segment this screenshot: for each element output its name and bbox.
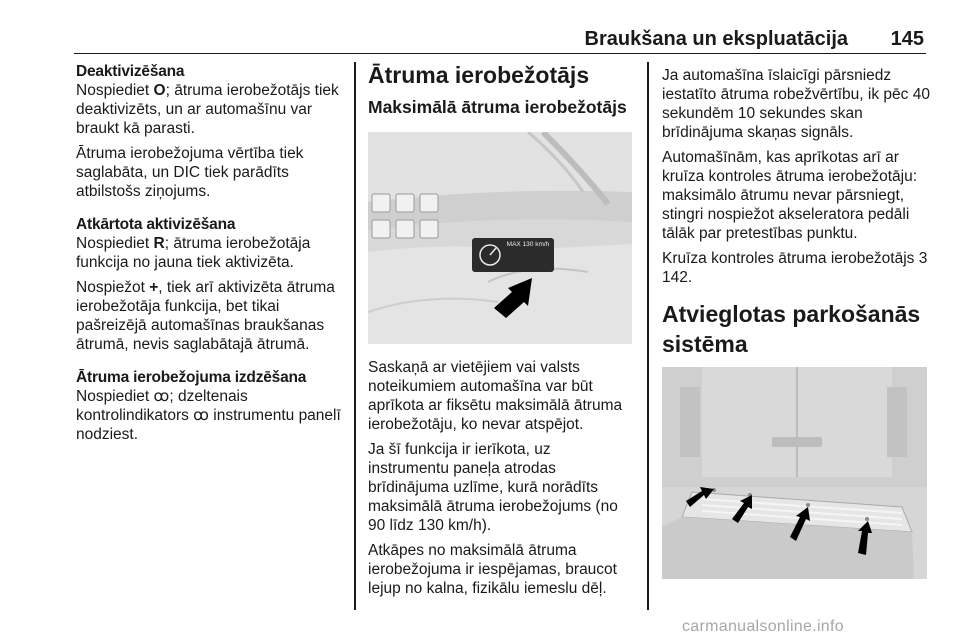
off-button-symbol: O (153, 82, 166, 99)
paragraph-1: Ja automašīna īslaicīgi pārsniedz iestatīto ātruma robežvērtību, ik pēc 40 sekundēm 10 sekundes skan brīdinājuma skaņas signāls. (662, 67, 930, 141)
page-reference-link[interactable]: 3 142. (662, 250, 928, 286)
column-divider-1 (354, 62, 356, 610)
section-title-parking: Atvieglotas parkošanās sistēma (662, 301, 921, 357)
section-subtitle: Maksimālā ātruma ierobežotājs (368, 97, 627, 117)
deactivation-text-2: Ātruma ierobežojuma vērtība tiek saglabāta, un DIC tiek parādīts atbilstošs ziņojums. (76, 145, 304, 200)
sticker-label: MAX 130 km/h (506, 241, 550, 248)
page-number: 145 (890, 28, 924, 50)
column-divider-2 (647, 62, 649, 610)
header-title: Braukšana un ekspluatācija (584, 28, 848, 50)
paragraph-3: Kruīza kontroles ātruma ierobežotājs 3 142. (662, 250, 928, 286)
paragraph-1: Saskaņā ar vietējiem vai valsts noteikumiem automašīna var būt aprīkota ar fiksētu maksimālā ātruma ierobežotāju, ko nevar atspējot. (368, 359, 623, 433)
page-header (74, 24, 926, 54)
resume-button-symbol: R (153, 235, 165, 252)
paragraph-2: Automašīnām, kas aprīkotas arī ar kruīza kontroles ātruma ierobežotāju: maksimālo ātrumu nevar pārsniegt, stingri nospiežot akseleratora pedāli tālāk par pretestības punktu. (662, 149, 918, 242)
rear-bumper-sensor-photo (662, 367, 927, 579)
plus-button-symbol: + (149, 279, 159, 296)
column-2 (368, 62, 634, 598)
delete-heading: Ātruma ierobežojuma izdzēšana (76, 369, 307, 386)
paragraph-2: Ja šī funkcija ir ierīkota, uz instrumentu paneļa atrodas brīdinājuma uzlīme, kurā norādīts maksimālā ātruma ierobežojums (no 90 līdz 130 km/h). (368, 441, 618, 534)
paragraph-3: Atkāpes no maksimālā ātruma ierobežojuma ir iespējamas, braucot lejup no kalna, fizikālu iemeslu dēļ. (368, 542, 617, 597)
callout-arrow-icon (494, 278, 532, 318)
watermark: carmanualsonline.info (682, 618, 844, 635)
reactivation-heading: Atkārtota aktivizēšana (76, 216, 236, 233)
reactivation-text-2: Nospiežot +, tiek arī aktivizēta ātruma ierobežotāja funkcija, bet tikai pašreizējā automašīnas braukšanas ātrumā, nevis saglabātajā ātrumā. (76, 279, 335, 353)
column-3 (662, 62, 930, 579)
section-title: Ātruma ierobežotājs (368, 62, 590, 88)
delete-text: Nospiediet ꝏ; dzeltenais kontrolindikators ꝏ instrumentu panelī nodziest. (76, 388, 341, 443)
reactivation-text: Nospiediet R; ātruma ierobežotāja funkcija no jauna tiek aktivizēta. (76, 235, 311, 271)
speed-limiter-indicator-icon: ꝏ (193, 407, 209, 424)
dashboard-sticker-photo (368, 132, 632, 344)
deactivation-heading: Deaktivizēšana (76, 63, 185, 80)
deactivation-text: Nospiediet O; ātruma ierobežotājs tiek deaktivizēts, un ar automašīnu var braukt kā parasti. (76, 82, 339, 137)
column-1 (76, 62, 346, 444)
speed-limiter-icon: ꝏ (153, 388, 170, 405)
